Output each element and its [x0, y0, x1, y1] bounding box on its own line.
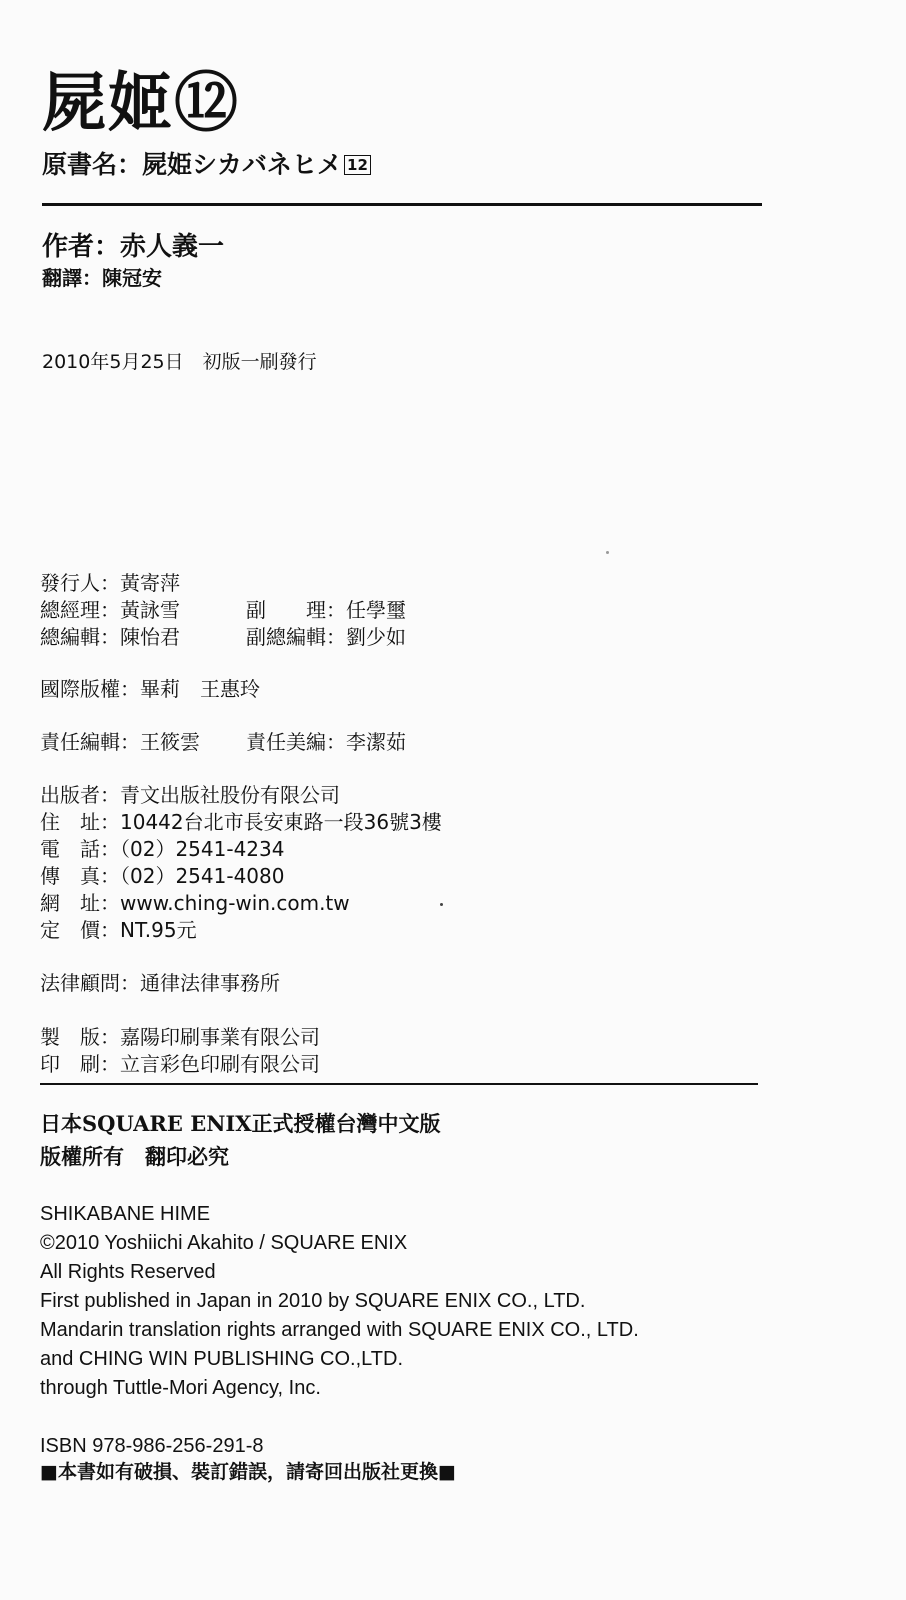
intl-rights: 國際版權：畢莉 王惠玲 [40, 677, 260, 701]
license-rights: 版權所有 翻印必究 [40, 1144, 229, 1169]
title-divider [42, 203, 762, 206]
publisher-person: 發行人：黃寄萍 [40, 571, 180, 595]
editor: 責任編輯：王筱雲 [40, 730, 200, 754]
scan-speck [440, 903, 443, 906]
plate-making: 製 版：嘉陽印刷事業有限公司 [40, 1025, 320, 1049]
english-line-publisher: and CHING WIN PUBLISHING CO.,LTD. [40, 1348, 404, 1370]
legal-counsel: 法律顧問：通律法律事務所 [40, 971, 280, 995]
publisher-name: 出版者：青文出版社股份有限公司 [40, 783, 340, 807]
license-divider [40, 1083, 758, 1085]
price: 定 價：NT.95元 [40, 918, 197, 942]
deputy-chief-editor: 副總編輯：劉少如 [246, 625, 406, 649]
publisher-website: 網 址：www.ching-win.com.tw [40, 891, 350, 915]
chief-editor: 總編輯：陳怡君 [40, 625, 180, 649]
original-title [42, 150, 371, 180]
general-manager: 總經理：黃詠雪 [40, 598, 180, 622]
isbn: ISBN 978-986-256-291-8 [40, 1435, 264, 1457]
english-line-copyright: ©2010 Yoshiichi Akahito / SQUARE ENIX [40, 1232, 408, 1254]
art-editor: 責任美編：李潔茹 [246, 730, 406, 754]
book-title: 屍姬⑫ [42, 67, 240, 141]
publisher-phone: 電 話：（02）2541-4234 [40, 837, 285, 861]
edition-date: 2010年5月25日 初版一刷發行 [42, 351, 317, 373]
replacement-notice: ■本書如有破損、裝訂錯誤，請寄回出版社更換■ [40, 1461, 456, 1483]
scan-speck [606, 551, 609, 554]
translator: 翻譯：陳冠安 [42, 266, 162, 290]
publisher-address: 住 址：10442台北市長安東路一段36號3樓 [40, 810, 442, 834]
deputy-manager: 副 理：任學璽 [246, 598, 406, 622]
original-volume-box: 12 [344, 155, 371, 175]
license-authorized: 日本SQUARE ENIX正式授權台灣中文版 [40, 1111, 441, 1136]
english-line-title: SHIKABANE HIME [40, 1203, 211, 1225]
english-line-first-published: First published in Japan in 2010 by SQUARE ENIX CO., LTD. [40, 1290, 586, 1312]
english-line-agency: through Tuttle-Mori Agency, Inc. [40, 1377, 321, 1399]
original-title-label: 原書名：屍姫シカバネヒメ [42, 150, 343, 179]
author: 作者：赤人義一 [42, 232, 225, 262]
english-line-rights: All Rights Reserved [40, 1261, 216, 1283]
publisher-fax: 傳 真：（02）2541-4080 [40, 864, 285, 888]
english-line-translation: Mandarin translation rights arranged with SQUARE ENIX CO., LTD. [40, 1319, 639, 1341]
printing: 印 刷：立言彩色印刷有限公司 [40, 1052, 320, 1076]
